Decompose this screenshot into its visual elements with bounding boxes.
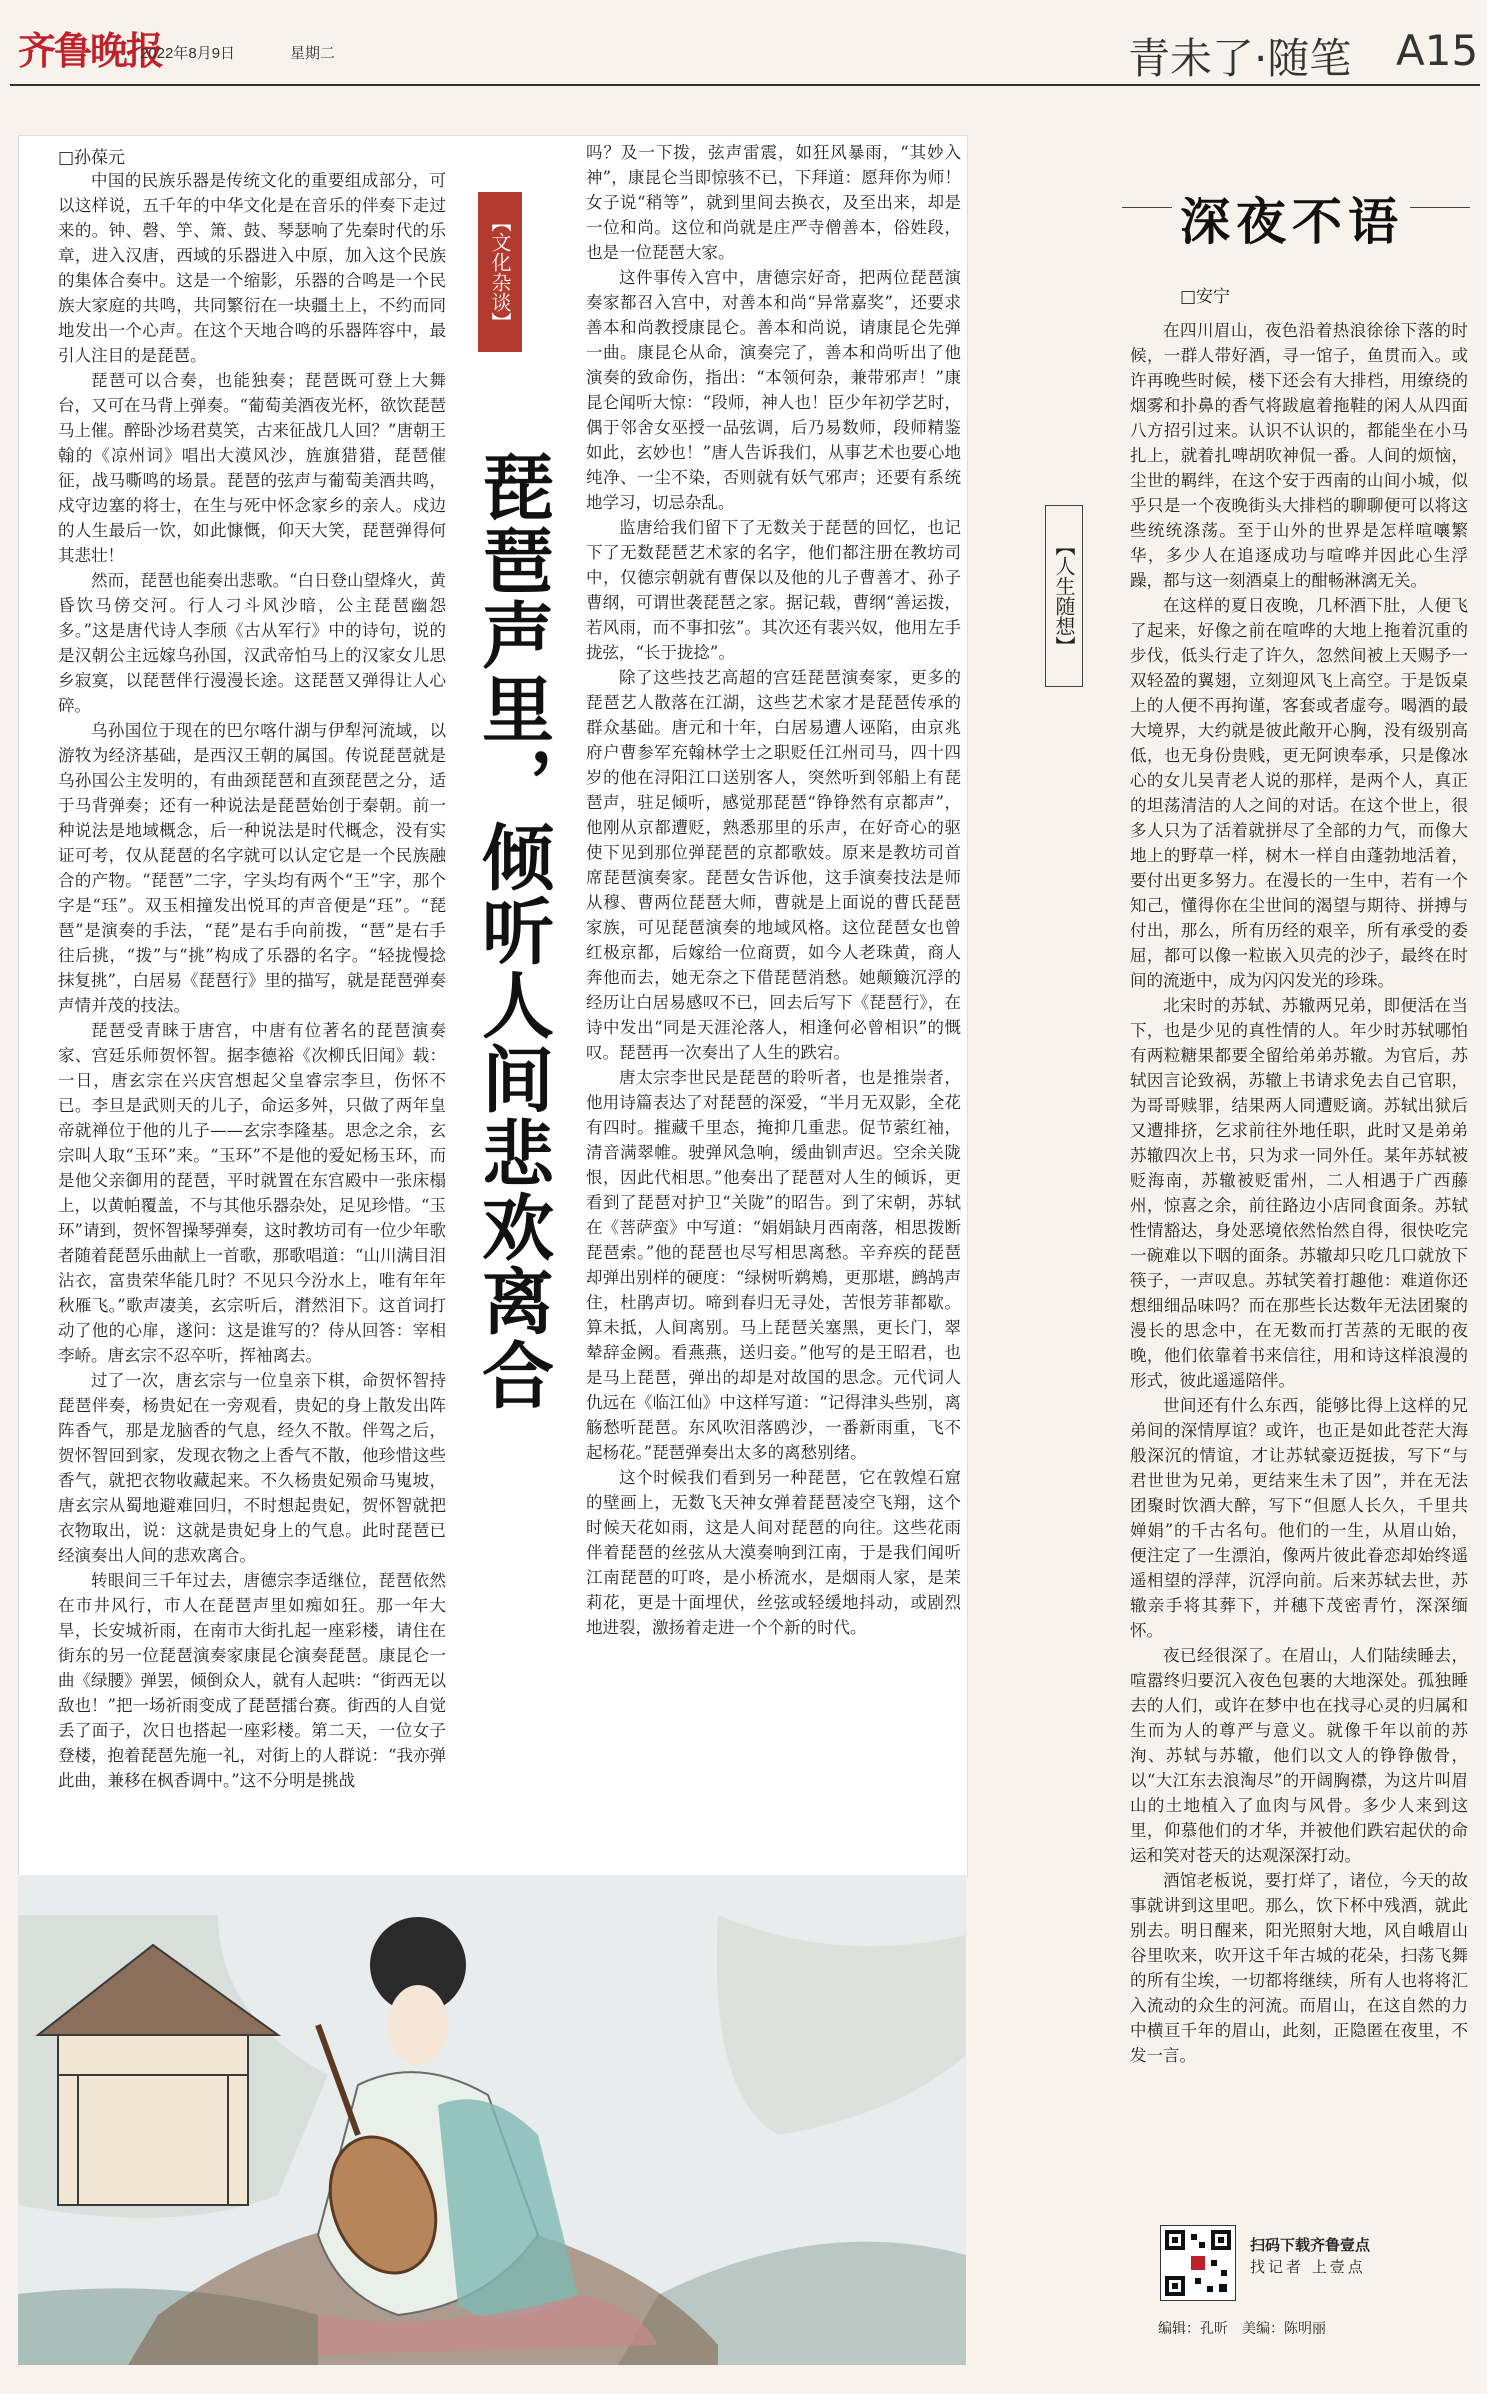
header-rule: [10, 84, 1480, 86]
paragraph: 唐太宗李世民是琵琶的聆听者，也是推崇者，他用诗篇表达了对琵琶的深爱，“半月无双影，全花有四时。摧藏千里态，掩抑几重悲。促节萦红袖，清音满翠帷。驶弹风急响，缓曲钏声迟。空余关陇恨，因此代相思。”他奏出了琵琶对人生的倾诉，更看到了琵琶对护卫“关陇”的昭告。到了宋朝，苏轼在《菩萨蛮》中写道：“娟娟缺月西南落，相思拨断琵琶索。”他的琵琶也尽写相思离愁。辛弃疾的琵琶却弹出别样的硬度：“绿树听鹈鴂，更那堪，鹧鸪声住，杜鹃声切。啼到春归无寻处，苦恨芳菲都歇。算未抵，人间离别。马上琵琶关塞黑，更长门，翠辇辞金阙。看燕燕，送归妾。”他写的是王昭君，也是马上琵琶，弹出的却是对故国的思念。元代词人仇远在《临江仙》中这样写道：“记得津头些别，离觞愁听琵琶。东风吹泪落鸥沙，一番新雨重，飞不起杨花。”琵琶弹奏出太多的离愁别绪。: [586, 1068, 961, 1462]
masthead: [0, 0, 1487, 84]
paragraph: 在这样的夏日夜晚，几杯酒下肚，人便飞了起来，好像之前在喧哗的大地上拖着沉重的步伐，低头行走了许久，忽然间被上天赐予一双轻盈的翼翅，立刻迎风飞上高空。于是饭桌上的人便不再拘谨，客套或者虚夸。喝酒的最大境界，大约就是彼此敞开心胸，没有级别高低，也无身份贵贱，更无阿谀奉承，只是像冰心的女儿吴青老人说的那样，是两个人，真正的坦荡清洁的人之间的对话。在这个世上，很多人只为了活着就拼尽了全部的力气，而像大地上的野草一样，树木一样自由蓬勃地活着，要付出更多努力。在漫长的一生中，若有一个知己，懂得你在尘世间的渴望与期待、拼搏与付出，那么，所有历经的艰辛，所有承受的委屈，都可以像一粒嵌入贝壳的沙子，最终在时间的流逝中，成为闪闪发光的珍珠。: [1130, 596, 1468, 990]
qr-code-icon[interactable]: [1160, 2225, 1236, 2301]
paragraph: 乌孙国位于现在的巴尔喀什湖与伊犁河流域，以游牧为经济基础，是西汉王朝的属国。传说琵琶就是乌孙国公主发明的，有曲颈琵琶和直颈琵琶之分，适于马背弹奏；还有一种说法是琵琶始创于秦朝。前一种说法是地域概念，后一种说法是时代概念，没有实证可考，仅从琵琶的名字就可以认定它是一个民族融合的产物。“琵琶”二字，字头均有两个“王”字，那个字是“珏”。双玉相撞发出悦耳的声音便是“珏”。“琵琶”是演奏的手法，“琵”是右手向前拨，“琶”是右手往后挑，“拨”与“挑”构成了乐器的名字。“轻拢慢捻抹复挑”，白居易《琵琶行》里的描写，就是琵琶弹奏声情并茂的技法。: [58, 721, 446, 1015]
right-article-column: [1130, 318, 1468, 2178]
left-byline: □孙葆元: [58, 148, 126, 168]
paragraph: 监唐给我们留下了无数关于琵琶的回忆，也记下了无数琵琶艺术家的名字，他们都注册在教坊司中，仅德宗朝就有曹保以及他的儿子曹善才、孙子曹纲，可谓世袭琵琶之家。据记载，曹纲“善运拨，若风雨，而不事扣弦”。其次还有裴兴奴，他用左手拢弦，“长于拢捻”。: [586, 518, 961, 662]
left-article-column-1: [58, 168, 446, 1858]
newspaper-logo: 齐鲁晚报: [18, 28, 163, 73]
illustration-svg: [18, 1875, 966, 2365]
paragraph: 在四川眉山，夜色沿着热浪徐徐下落的时候，一群人带好酒，寻一馆子，鱼贯而入。或许再晚些时候，楼下还会有大排档，用缭绕的烟雾和扑鼻的香气将跋扈着拖鞋的闲人从四面八方招引过来。认识不认识的，都能坐在小马扎上，就着扎啤胡吹神侃一番。人间的烦恼，尘世的羁绊，在这个安于西南的山间小城，似乎只是一个夜晚街头大排档的聊聊便可以将这些统统涤荡。至于山外的世界是怎样喧嚷繁华，多少人在追逐成功与喧哗并因此心生浮躁，都与这一刻酒桌上的酣畅淋漓无关。: [1130, 321, 1468, 590]
page-number: A15: [1396, 26, 1479, 75]
paragraph: 琵琶可以合奏，也能独奏；琵琶既可登上大舞台，又可在马背上弹奏。“葡萄美酒夜光杯，欲饮琵琶马上催。醉卧沙场君莫笑，古来征战几人回？”唐朝王翰的《凉州词》唱出大漠风沙，旌旗猎猎，琵琶催征，战马嘶鸣的场景。琵琶的弦声与葡萄美酒共鸣，戍守边塞的将士，在生与死中怀念家乡的亲人。戍边的人生最后一饮，如此慷慨，仰天大笑，琵琶弹得何其悲壮！: [58, 371, 446, 565]
paragraph: 这件事传入宫中，唐德宗好奇，把两位琵琶演奏家都召入宫中，对善本和尚“异常嘉奖”，还要求善本和尚教授康昆仑。善本和尚说，请康昆仑先弹一曲。康昆仑从命，演奏完了，善本和尚听出了他演奏的致命伤，指出：“本领何杂，兼带邪声！”康昆仑闻听大惊：“段师，神人也！臣少年初学艺时，偶于邻舍女巫授一品弦调，后乃易数师，段师精鉴如此，玄妙也！”唐人告诉我们，从事艺术也要心地纯净、一尘不染，否则就有妖气邪声；还要有系统地学习，切忌杂乱。: [586, 268, 961, 512]
right-column-tag: 【人生随想】: [1045, 505, 1083, 687]
paragraph: 中国的民族乐器是传统文化的重要组成部分，可以这样说，五千年的中华文化是在音乐的伴奏下走过来的。钟、磬、竽、箫、鼓、琴瑟响了先秦时代的乐章，进入汉唐，西域的乐器进入中原，加入这个民族的集体合奏中。这是一个缩影，乐器的合鸣是一个民族大家庭的共鸣，共同繁衍在一块疆土上，不约而同地发出一个心声。在这个天地合鸣的乐器阵容中，最引人注目的是琵琶。: [58, 171, 446, 365]
left-column-tag: 【文化杂谈】: [478, 192, 522, 352]
issue-weekday: 星期二: [290, 45, 336, 62]
paragraph: 除了这些技艺高超的宫廷琵琶演奏家，更多的琵琶艺人散落在江湖，这些艺术家才是琵琶传承的群众基础。唐元和十年，白居易遭人诬陷，由京兆府户曹参军充翰林学士之职贬任江州司马，四十四岁的他在浔阳江口送别客人，突然听到邻船上有琵琶声，驻足倾听，感觉那琵琶“铮铮然有京都声”，他刚从京都遭贬，熟悉那里的乐声，在好奇心的驱使下见到那位弹琵琶的京都歌妓。原来是教坊司首席琵琶演奏家。琵琶女告诉他，这手演奏技法是师从穆、曹两位琵琶大师，曹就是上面说的曹氏琵琶家族，可见琵琶演奏的地域风格。这位琵琶女也曾红极京都，后嫁给一位商贾，如今人老珠黄，商人奔他而去，她无奈之下借琵琶消愁。她颠簸沉浮的经历让白居易感叹不已，回去后写下《琵琶行》，在诗中发出“同是天涯沦落人，相逢何必曾相识”的慨叹。琵琶再一次奏出了人生的跌宕。: [586, 668, 961, 1062]
paragraph: 北宋时的苏轼、苏辙两兄弟，即便活在当下，也是少见的真性情的人。年少时苏轼哪怕有两粒糖果都要全留给弟弟苏辙。为官后，苏轼因言论致祸，苏辙上书请求免去自己官职，为哥哥赎罪，结果两人同遭贬谪。苏轼出狱后又遭排挤，乞求前往外地任职，此时又是弟弟苏辙四次上书，只为求一同外任。某年苏轼被贬海南，苏辙被贬雷州，二人相遇于广西藤州，惊喜之余，前往路边小店同食面条。苏轼性情豁达，身处恶境依然怡然自得，很快吃完一碗难以下咽的面条。苏辙却只吃几口就放下筷子，一声叹息。苏轼笑着打趣他：难道你还想细细品味吗？而在那些长达数年无法团聚的漫长的思念中，在无数而打苦蒸的无眠的夜晚，他们依靠着书来信往，用和诗这样浪漫的形式，彼此遥遥陪伴。: [1130, 996, 1468, 1390]
qr-caption: 扫码下载齐鲁壹点: [1250, 2236, 1371, 2254]
paragraph: 琵琶受青睐于唐宫，中唐有位著名的琵琶演奏家、宫廷乐师贺怀智。据李德裕《次柳氏旧闻》载：一日，唐玄宗在兴庆宫想起父皇睿宗李旦，伤怀不已。李旦是武则天的儿子，命运多舛，只做了两年皇帝就禅位于他的儿子——玄宗李隆基。思念之余，玄宗叫人取“玉环”来。“玉环”不是他的爱妃杨玉环，而是他父亲御用的琵琶，平时就置在东宫殿中一张床榻上，以黄帕覆盖，不与其他乐器杂处，足见珍惜。“玉环”请到，贺怀智操琴弹奏，这时教坊司有一位少年歌者随着琵琶乐曲献上一首歌，那歌唱道：“山川满目泪沾衣，富贵荣华能几时？不见只今汾水上，唯有年年秋雁飞。”歌声凄美，玄宗听后，潸然泪下。这首词打动了他的心扉，遂问：这是谁写的？侍从回答：宰相李峤。唐玄宗不忍卒听，挥袖离去。: [58, 1021, 446, 1365]
left-headline: 琵琶声里，倾听人间悲欢离合: [470, 450, 555, 1412]
paragraph: 吗？及一下拨，弦声雷震，如狂风暴雨，“其妙入神”，康昆仑当即惊骇不已，下拜道：愿拜你为师！女子说“稍等”，就到里间去换衣，及至出来，却是一位和尚。这位和尚就是庄严寺僧善本，俗姓段，也是一位琵琶大家。: [586, 143, 961, 262]
qr-subcaption: 找记者 上壹点: [1250, 2258, 1366, 2276]
paragraph: 世间还有什么东西，能够比得上这样的兄弟间的深情厚谊？或许，也正是如此苍茫大海般深沉的情谊，才让苏轼豪迈挺拔，写下“与君世世为兄弟，更结来生未了因”，并在无法团聚时饮酒大醉，写下“但愿人长久，千里共婵娟”的千古名句。他们的一生，从眉山始，便注定了一生漂泊，像两片彼此眷恋却始终遥遥相望的浮萍，沉浮向前。后来苏轼去世，苏辙亲手将其葬下，并穗下茂密青竹，深深缅怀。: [1130, 1396, 1468, 1640]
paragraph: 转眼间三千年过去，唐德宗李适继位，琵琶依然在市井风行，市人在琵琶声里如痴如狂。那一年大旱，长安城祈雨，在南市大街扎起一座彩楼，请住在街东的另一位琵琶演奏家康昆仑演奏琵琶。康昆仑一曲《绿腰》弹罢，倾倒众人，就有人起哄：“街西无以敌也！”把一场祈雨变成了琵琶擂台赛。街西的人自觉丢了面子，次日也搭起一座彩楼。第二天，一位女子登楼，抱着琵琶先施一礼，对街上的人群说：“我亦弹此曲，兼移在枫香调中。”这不分明是挑战: [58, 1571, 446, 1790]
pipa-player-illustration: [18, 1875, 966, 2365]
right-title: 深夜不语: [1180, 192, 1404, 251]
issue-date: 2022年8月9日: [140, 45, 236, 62]
paragraph: 这个时候我们看到另一种琵琶，它在敦煌石窟的壁画上，无数飞天神女弹着琵琶凌空飞翔，这个时候天花如雨，这是人间对琵琶的向往。这些花雨伴着琵琶的丝弦从大漠奏响到江南，于是我们闻听江南琵琶的叮咚，是小桥流水，是烟雨人家，是茉莉花，更是十面埋伏，丝弦或轻缓地抖动，或剧烈地进裂，激扬着走进一个个新的时代。: [586, 1468, 961, 1637]
paragraph: 然而，琵琶也能奏出悲歌。“白日登山望烽火，黄昏饮马傍交河。行人刁斗风沙暗，公主琵琶幽怨多。”这是唐代诗人李颀《古从军行》中的诗句，说的是汉朝公主远嫁乌孙国，汉武帝怕马上的汉家女儿思乡寂寞，以琵琶伴行漫漫长途。这琵琶又弹得让人心碎。: [58, 571, 446, 715]
paragraph: 过了一次，唐玄宗与一位皇亲下棋，命贺怀智持琵琶伴奏，杨贵妃在一旁观看，贵妃的身上散发出阵阵香气，那是龙脑香的气息，经久不散。伴驾之后，贺怀智回到家，发现衣物之上香气不散，他珍惜这些香气，就把衣物收藏起来。不久杨贵妃殒命马嵬坡，唐玄宗从蜀地避难回归，不时想起贵妃，贺怀智就把衣物取出，说：这就是贵妃身上的气息。此时琵琶已经演奏出人间的悲欢离合。: [58, 1371, 446, 1565]
section-name: 青未了·随笔: [1128, 34, 1352, 83]
paragraph: 酒馆老板说，要打烊了，诸位，今天的故事就讲到这里吧。那么，饮下杯中残酒，就此别去。明日醒来，阳光照射大地，风自峨眉山谷里吹来，吹开这千年古城的花朵，扫荡飞舞的所有尘埃，一切都将继续，所有人也将将汇入流动的众生的河流。而眉山，在这自然的力中横亘千年的眉山，此刻，正隐匿在夜里，不发一言。: [1130, 1871, 1468, 2065]
title-rule-right: [1410, 207, 1470, 208]
title-rule-left: [1122, 207, 1172, 208]
left-article-column-2: [586, 140, 961, 1860]
paragraph: 夜已经很深了。在眉山，人们陆续睡去，喧嚣终归要沉入夜色包裹的大地深处。孤独睡去的人们，或许在梦中也在找寻心灵的归属和生而为人的尊严与意义。就像千年以前的苏洵、苏轼与苏辙，他们以文人的铮铮傲骨，以“大江东去浪淘尽”的开阔胸襟，为这片叫眉山的土地植入了血肉与风骨。多少人来到这里，仰慕他们的才华，并被他们跌宕起伏的命运和笑对苍天的达观深深打动。: [1130, 1646, 1468, 1865]
right-byline: □安宁: [1180, 287, 1231, 307]
editor-credits: 编辑：孔昕 美编：陈明丽: [1158, 2321, 1326, 2337]
